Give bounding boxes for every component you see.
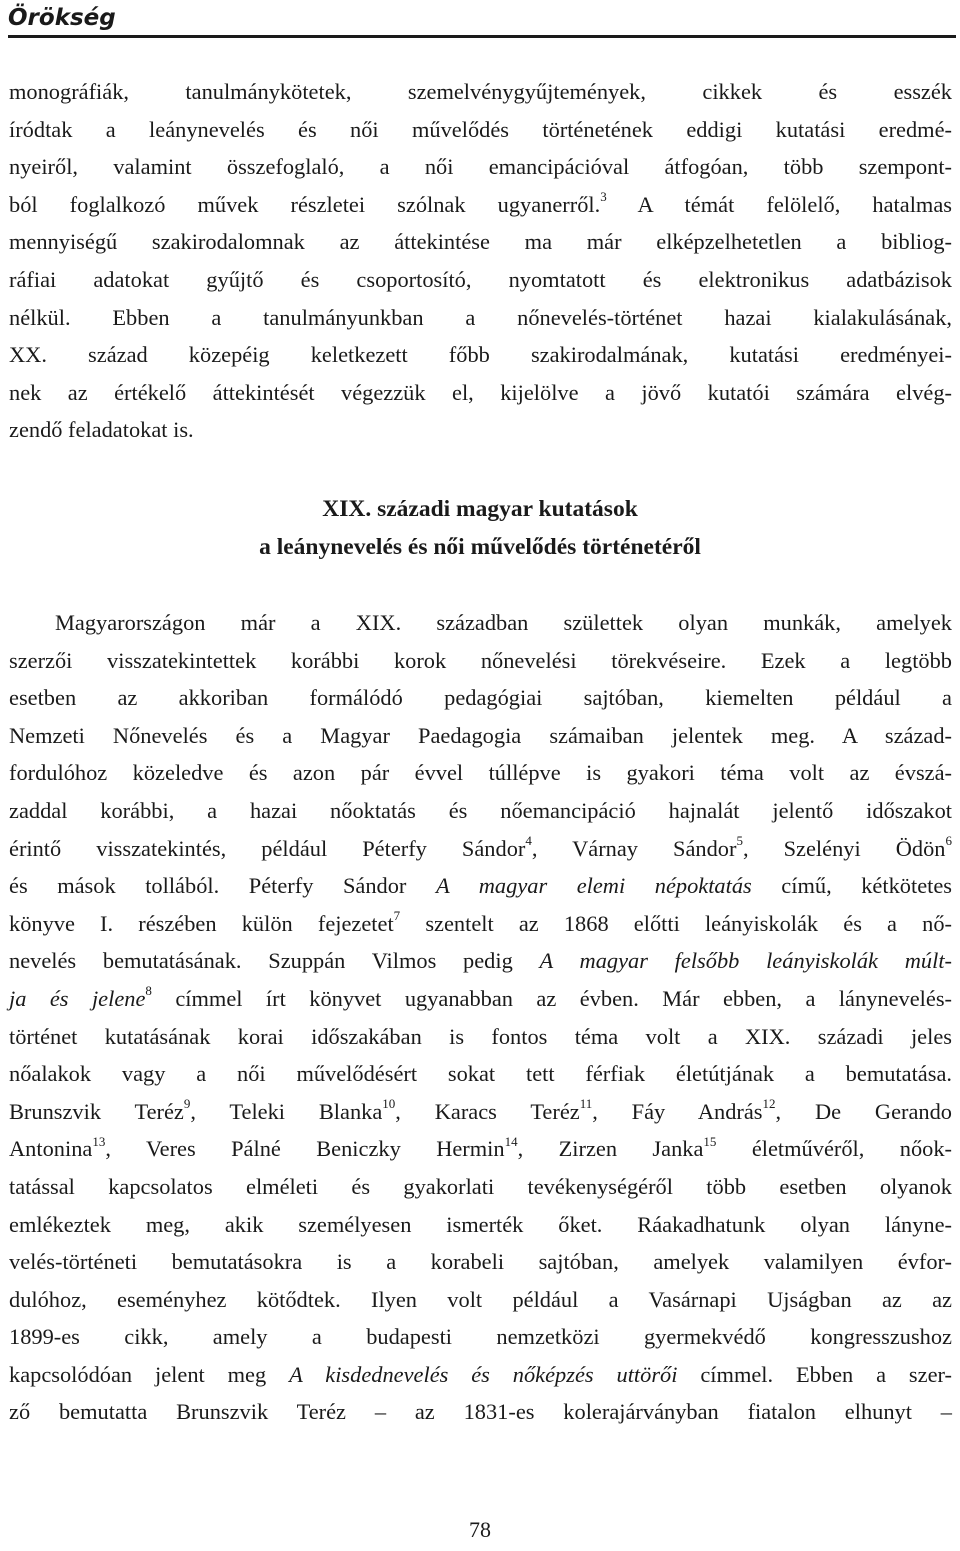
text-line: [9, 261, 952, 299]
footnote-reference: 3: [600, 189, 607, 205]
text-line: [9, 148, 952, 186]
text-line: [9, 867, 952, 905]
footnote-reference: 12: [762, 1096, 776, 1112]
text-line: [9, 1130, 952, 1168]
footnote-reference: 9: [183, 1096, 191, 1112]
text-run: , Veres Pálné Beniczky Hermin: [105, 1136, 505, 1162]
text-run: címmel. Ebben a szer-: [677, 1361, 952, 1387]
footnote-reference: 15: [703, 1133, 717, 1149]
text-line: [9, 299, 952, 337]
footnote-reference: 6: [945, 833, 953, 849]
text-run: nek az értékelő áttekintését végezzük el, kijelölve a jövő kutatói számára elvég-: [9, 379, 952, 405]
text-run: zendő feladatokat is.: [9, 417, 194, 443]
text-line: [9, 1393, 952, 1431]
text-line: [9, 942, 952, 980]
text-run: Magyarországon már a XIX. században születtek olyan munkák, amelyek: [55, 610, 952, 635]
text-line: [9, 642, 952, 680]
text-run: nyeiről, valamint összefoglaló, a női emancipációval átfogóan, több szempont-: [9, 154, 952, 180]
text-line: [9, 679, 952, 717]
section-heading-line-1: XIX. századi magyar kutatások: [322, 496, 638, 522]
text-line: [9, 411, 952, 449]
section-heading-line-2: a leánynevelés és női művelődés történetéről: [259, 534, 701, 560]
text-line: [9, 1356, 952, 1394]
footnote-reference: 13: [92, 1133, 106, 1149]
text-run: Nemzeti Nőnevelés és a Magyar Paedagogia számaiban jelentek meg. A század-: [9, 722, 952, 748]
footnote-reference: 10: [382, 1096, 396, 1112]
footnote-reference: 11: [579, 1096, 593, 1112]
page-number: 78: [469, 1517, 491, 1542]
text-line: [9, 73, 952, 111]
text-run: mennyiségű szakirodalomnak az áttekintése ma már elképzelhetetlen a bibliog-: [9, 229, 952, 255]
text-line: [9, 1206, 952, 1244]
italic-title: A magyar felsőbb leányiskolák múlt-: [539, 948, 952, 974]
footnote-reference: 4: [525, 833, 532, 849]
text-run: szentelt az 1868 előtti leányiskolák és a nő-: [400, 910, 952, 936]
paragraph-intro: [9, 73, 952, 449]
italic-title: ja és jelene: [9, 985, 146, 1011]
text-run: szerzői visszatekintettek korábbi korok nőnevelési törekvéseire. Ezek a legtöbb: [9, 647, 952, 673]
text-run: , Zirzen Janka: [517, 1136, 704, 1162]
text-run: , Várnay Sándor: [531, 835, 737, 861]
text-run: , Teleki Blanka: [190, 1098, 383, 1124]
text-run: nélkül. Ebben a tanulmányunkban a nőnevelés-történet hazai kialakulásának,: [9, 304, 952, 330]
text-line: [9, 1243, 952, 1281]
text-line: [9, 1055, 952, 1093]
text-run: tatással kapcsolatos elméleti és gyakorlati tevékenységéről több esetben olyanok: [9, 1173, 952, 1199]
text-line: [9, 754, 952, 792]
text-run: fordulóhoz közeledve és azon pár évvel túllépve is gyakori téma volt az évszá-: [9, 760, 952, 786]
text-line: [9, 111, 952, 149]
text-line: [9, 604, 952, 642]
text-line: [9, 186, 952, 224]
text-line: [9, 792, 952, 830]
italic-title: A magyar elemi népoktatás: [435, 873, 752, 899]
text-line: [9, 374, 952, 412]
footnote-reference: 8: [145, 983, 152, 999]
text-run: monográfiák, tanulmánykötetek, szemelvénygyűjtemények, cikkek és esszék: [9, 79, 952, 104]
text-run: ráfiai adatokat gyűjtő és csoportosító, nyomtatott és elektronikus adatbázisok: [9, 266, 952, 292]
text-line: [9, 336, 952, 374]
text-run: dulóhoz, eseményhez kötődtek. Ilyen volt például a Vasárnapi Ujságban az az: [9, 1286, 952, 1312]
text-run: nőalakok vagy a női művelődésért sokat tett férfiak életútjának a bemutatása.: [9, 1061, 952, 1087]
text-run: , Fáy András: [592, 1098, 763, 1124]
page-header: [8, 2, 956, 34]
text-run: című, kétkötetes: [751, 873, 953, 899]
text-run: életművéről, nőok-: [716, 1136, 953, 1162]
text-line: [9, 1281, 952, 1319]
text-run: könyve I. részében külön fejezetet: [9, 910, 394, 936]
text-run: A témát felölelő, hatalmas: [606, 191, 952, 217]
text-run: , De Gerando: [775, 1098, 952, 1124]
text-run: XX. század közepéig keletkezett főbb szakirodalmának, kutatási eredményei-: [9, 342, 952, 368]
text-line: [9, 1168, 952, 1206]
text-run: , Karacs Teréz: [395, 1098, 580, 1124]
italic-title: A kisdednevelés és nőképzés uttörői: [289, 1361, 678, 1387]
text-run: ból foglalkozó művek részletei szólnak ugyanerről.: [9, 191, 601, 217]
paragraph-main: [9, 604, 952, 1431]
text-line: [9, 1318, 952, 1356]
text-run: érintő visszatekintés, például Péterfy Sándor: [9, 835, 526, 861]
section-title: Örökség: [8, 5, 116, 31]
text-run: esetben az akkoriban formálódó pedagógiai sajtóban, kiemelten például a: [9, 685, 952, 711]
footnote-reference: 5: [736, 833, 743, 849]
text-run: , Szelényi Ödön: [742, 835, 946, 861]
footnote-reference: 14: [504, 1133, 518, 1149]
text-run: történet kutatásának korai időszakában is fontos téma volt a XIX. századi jeles: [9, 1023, 952, 1049]
text-line: [9, 830, 952, 868]
text-run: kapcsolódóan jelent meg: [9, 1361, 290, 1387]
text-run: íródtak a leánynevelés és női művelődés történetének eddigi kutatási eredmé-: [9, 116, 952, 142]
text-run: címmel írt könyvet ugyanabban az évben. Már ebben, a lánynevelés-: [151, 985, 952, 1011]
text-line: [9, 1093, 952, 1131]
text-line: [9, 717, 952, 755]
text-run: nevelés bemutatásának. Szuppán Vilmos pedig: [9, 948, 540, 974]
text-run: emlékeztek meg, akik személyesen ismerték őket. Ráakadhatunk olyan lánynе-: [9, 1211, 952, 1237]
footnote-reference: 7: [393, 908, 401, 924]
text-run: Brunszvik Teréz: [9, 1098, 184, 1124]
text-run: velés-történeti bemutatásokra is a korabeli sajtóban, amelyek valamilyen évfor-: [9, 1249, 952, 1275]
text-run: zaddal korábbi, a hazai nőoktatás és nőemancipáció hajnalát jelentő időszakot: [9, 797, 952, 823]
text-run: és mások tollából. Péterfy Sándor: [9, 873, 436, 899]
text-line: [9, 223, 952, 261]
text-run: ző bemutatta Brunszvik Teréz – az 1831-es kolerajárványban fiatalon elhunyt –: [9, 1399, 952, 1425]
header-rule: [8, 35, 956, 38]
text-line: [9, 905, 952, 943]
text-line: [9, 980, 952, 1018]
text-run: 1899-es cikk, amely a budapesti nemzetközi gyermekvédő kongresszushoz: [9, 1324, 952, 1350]
text-run: Antonina: [9, 1136, 93, 1162]
text-line: [9, 1018, 952, 1056]
